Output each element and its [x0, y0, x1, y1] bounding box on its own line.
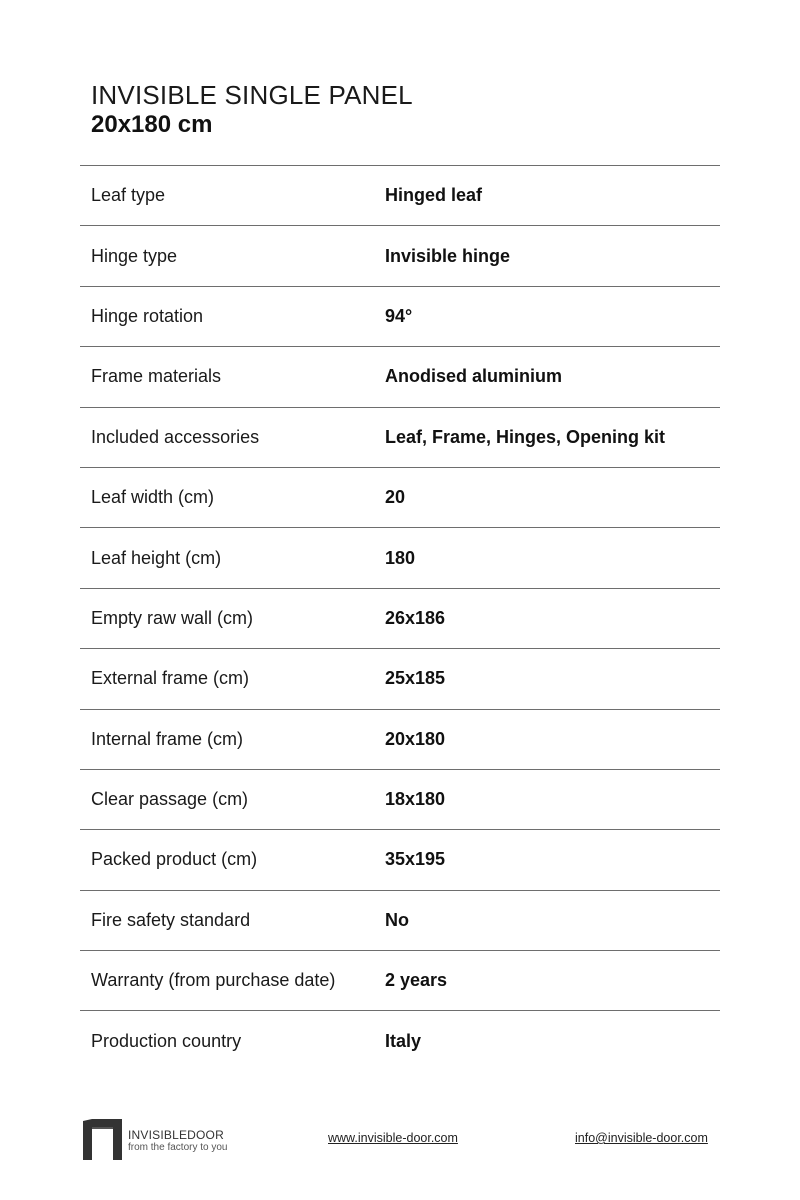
- spec-label: External frame (cm): [91, 668, 250, 689]
- spec-row-clear-passage: [80, 770, 720, 830]
- spec-row-warranty: [80, 951, 720, 1011]
- spec-label: Hinge type: [91, 245, 178, 266]
- spec-label: Clear passage (cm): [91, 789, 249, 810]
- logo-text: [128, 1119, 228, 1154]
- page-header: [91, 80, 413, 140]
- spec-value: Italy: [385, 1031, 422, 1052]
- spec-label: Empty raw wall (cm): [91, 607, 254, 628]
- brand-logo[interactable]: [83, 1119, 228, 1160]
- spec-row-internal-frame: [80, 710, 720, 770]
- logo-brand: INVISIBLEDOOR: [128, 1128, 224, 1142]
- spec-row-hinge-rotation: [80, 287, 720, 347]
- spec-label: Fire safety standard: [91, 909, 251, 930]
- spec-value: 25x185: [385, 668, 446, 689]
- spec-row-leaf-type: [80, 166, 720, 226]
- spec-label: Leaf height (cm): [91, 547, 222, 568]
- spec-table: [80, 165, 720, 1072]
- spec-value: 20: [385, 487, 406, 508]
- website-link[interactable]: www.invisible-door.com: [328, 1131, 458, 1145]
- door-frame-icon: [83, 1119, 122, 1160]
- spec-row-included-accessories: [80, 408, 720, 468]
- spec-value: 94°: [385, 305, 413, 326]
- spec-value: 35x195: [385, 849, 446, 870]
- spec-value: Anodised aluminium: [385, 366, 563, 387]
- spec-row-empty-raw-wall: [80, 589, 720, 649]
- spec-value: Hinged leaf: [385, 185, 483, 206]
- spec-label: Hinge rotation: [91, 305, 204, 326]
- spec-row-frame-materials: [80, 347, 720, 407]
- spec-value: Leaf, Frame, Hinges, Opening kit: [385, 426, 666, 447]
- spec-row-hinge-type: [80, 226, 720, 286]
- spec-label: Internal frame (cm): [91, 728, 244, 749]
- spec-value: 180: [385, 547, 416, 568]
- spec-label: Frame materials: [91, 366, 222, 387]
- spec-row-production-country: [80, 1011, 720, 1071]
- spec-label: Included accessories: [91, 426, 260, 447]
- spec-label: Leaf type: [91, 185, 166, 206]
- spec-label: Warranty (from purchase date): [91, 970, 336, 991]
- spec-row-leaf-height: [80, 528, 720, 588]
- spec-value: 2 years: [385, 970, 448, 991]
- spec-value: 18x180: [385, 789, 446, 810]
- spec-label: Production country: [91, 1031, 242, 1052]
- spec-value: No: [385, 909, 409, 930]
- product-size: 20x180 cm: [91, 111, 213, 138]
- spec-value: 20x180: [385, 728, 446, 749]
- spec-value: Invisible hinge: [385, 245, 511, 266]
- product-title: INVISIBLE SINGLE PANEL: [91, 80, 413, 110]
- spec-label: Packed product (cm): [91, 849, 258, 870]
- email-link[interactable]: info@invisible-door.com: [575, 1131, 708, 1145]
- spec-row-external-frame: [80, 649, 720, 709]
- spec-row-packed-product: [80, 830, 720, 890]
- spec-row-leaf-width: [80, 468, 720, 528]
- spec-label: Leaf width (cm): [91, 487, 215, 508]
- page-footer: [0, 1115, 800, 1165]
- spec-row-fire-safety: [80, 891, 720, 951]
- logo-tagline: from the factory to you: [128, 1142, 228, 1153]
- spec-value: 26x186: [385, 607, 446, 628]
